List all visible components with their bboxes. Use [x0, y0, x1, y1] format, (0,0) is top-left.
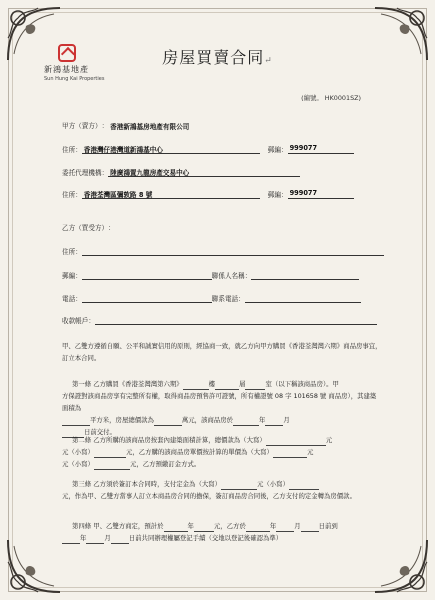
clause4-text-a: 第四條 甲、乙雙方商定，預計於	[72, 522, 164, 530]
clause2-unit-lower-field[interactable]	[94, 461, 130, 470]
party-b-label: 乙方（買受方）	[62, 224, 109, 232]
clause4-text-f: 日前到	[318, 522, 338, 530]
intro-text: 甲、乙雙方遵循自願、公平和誠實信用的原則，經協商一致，就乙方向甲方購買《香港荃灣灣六期》商品房事宜，訂立本合同。	[62, 342, 382, 362]
party-b-address-label: 住所	[62, 248, 76, 256]
party-a-address-label: 住所	[62, 146, 76, 154]
clause1-floor-field[interactable]	[215, 381, 239, 390]
contract-title	[0, 45, 435, 68]
clause1-text-e: 方保證對該商品房享有完整所有權，取得商品房預售許可證號，所有權證號 08 字 101658 號 商品房），其建築面積為	[62, 392, 377, 412]
party-a-postcode-label: 郵編	[267, 146, 281, 154]
party-b-postcode-label: 郵編	[62, 272, 76, 280]
clause3-deposit-upper-field[interactable]	[221, 481, 257, 490]
clause4-text-h: 月	[104, 534, 111, 542]
title-text: 房屋買賣合同	[162, 48, 265, 67]
party-b-phone-row: 電話 ： 聯系電話 ：	[62, 293, 361, 303]
party-b-contact-field[interactable]	[251, 270, 359, 280]
clause-4	[62, 520, 382, 544]
clause1-text-a: 第一條 乙方購買《香港荃灣灣第六期》	[72, 380, 183, 388]
clause3-text-a: 第三條 乙方須於簽訂本合同時，支付定金為（大寫）	[72, 480, 222, 488]
party-a-postcode-field[interactable]: 999077	[288, 144, 354, 154]
clause4-year2-field[interactable]	[246, 523, 270, 532]
clause4-month2-field[interactable]	[86, 535, 104, 544]
party-b-address-row: 住所 ：	[62, 246, 384, 256]
agent-label: 委托代理機構	[62, 169, 102, 177]
clause2-text-b: 元（小寫）	[62, 448, 94, 456]
clause1-text-i: 月	[283, 416, 290, 424]
clause4-text-i: 日前共同辦理權屬登記手續（交地以登記後確認為準）	[128, 534, 283, 542]
clause2-unit-upper-field[interactable]	[273, 449, 307, 458]
logo-en-text: Sun Hung Kai Properties	[44, 76, 105, 82]
clause1-text-h: 年	[259, 416, 266, 424]
agent-address-row: 住所 ： 香港荃灣區彌敦路 8 號 郵編 ： 999077	[62, 189, 354, 199]
party-b-account-row: 收款帳戶 ：	[62, 315, 377, 325]
party-b-address-field[interactable]	[82, 246, 384, 256]
clause4-day1-field[interactable]	[301, 523, 319, 532]
paragraph-mark: ↵	[264, 56, 273, 66]
clause1-building-field[interactable]	[183, 381, 209, 390]
clause4-text-d: 年	[269, 522, 277, 530]
clause4-year1-field[interactable]	[164, 523, 188, 532]
party-b-postcode-field[interactable]	[82, 270, 212, 280]
party-b-row: 乙方（買受方） ：	[62, 224, 115, 232]
clause1-area-field[interactable]	[62, 417, 90, 426]
clause2-text-e: 元，乙方預繳訂金方式。	[129, 460, 201, 468]
party-b-phone-label: 電話	[62, 295, 76, 303]
corner-ornament-icon	[371, 536, 431, 596]
clause1-month-field[interactable]	[265, 417, 283, 426]
party-b-contact-label: 聯係人名稱	[211, 272, 245, 280]
clause2-total-upper-field[interactable]	[266, 437, 326, 446]
agent-row: 委托代理機構 ： 陸廣鴻置九龍房產交易中心	[62, 167, 300, 177]
party-a-address-row: 住所 ： 香港灣仔港灣道新鴻基中心 郵編 ： 999077	[62, 144, 354, 154]
clause2-text-c: 元，乙方購的該商品房單價按計算的單價為（大寫）	[125, 448, 273, 456]
clause4-day2-field[interactable]	[111, 535, 129, 544]
party-b-phone-field[interactable]	[82, 293, 212, 303]
clause3-deposit-lower-field[interactable]	[289, 481, 319, 490]
logo-cn-text: 新鴻基地產	[44, 65, 89, 74]
agent-address-field[interactable]: 香港荃灣區彌敦路 8 號	[82, 189, 260, 199]
clause4-text-b: 年	[187, 522, 194, 530]
clause1-unit-field[interactable]	[245, 381, 265, 390]
clause2-total-lower-field[interactable]	[94, 449, 126, 458]
party-b-account-field[interactable]	[95, 315, 377, 325]
agent-field[interactable]: 陸廣鴻置九龍房產交易中心	[108, 167, 300, 177]
clause1-text-c: 層	[239, 380, 246, 388]
party-a-row: 甲方（賣方） ： 香港新鴻基房地產有限公司	[62, 120, 290, 130]
party-b-contact-phone-field[interactable]	[245, 293, 361, 303]
party-a-label: 甲方（賣方）	[62, 122, 102, 130]
clause4-text-c: 元，乙方於	[213, 522, 246, 530]
clause4-month1-field[interactable]	[276, 523, 294, 532]
clause1-year-field[interactable]	[233, 417, 259, 426]
agent-postcode-field[interactable]: 999077	[288, 189, 354, 199]
clause-3	[62, 478, 382, 502]
party-b-contact-phone-label: 聯系電話	[211, 295, 239, 303]
party-b-postcode-row: 郵編 ： 聯係人名稱 ：	[62, 270, 359, 280]
clause3-text-b: 元（小寫）	[257, 480, 289, 488]
party-a-name[interactable]: 香港新鴻基房地產有限公司	[110, 123, 190, 131]
agent-address-label: 住所	[62, 191, 76, 199]
agent-postcode-label: 郵編	[267, 191, 281, 199]
clause4-year3-field[interactable]	[62, 535, 80, 544]
clause1-price-field[interactable]	[154, 417, 182, 426]
clause1-text-f: 平方米，房屋總價款為	[90, 416, 154, 424]
corner-ornament-icon	[4, 536, 64, 596]
clause4-value-field[interactable]	[194, 523, 214, 532]
clause1-text-j: 日前交付。	[84, 428, 116, 436]
clause2-text-a: 第二條 乙方所購的該商品房按套內建築面積計算，總價款為（大寫）	[72, 436, 266, 444]
party-b-account-label: 收款帳戶	[62, 317, 89, 325]
clause4-text-g: 年	[80, 534, 87, 542]
clause1-text-b: 樓	[208, 380, 216, 388]
clause-2: 第二條 乙方所購的該商品房按套內建築面積計算，總價款為（大寫） 元 元（小寫） 元，乙方購的該商品房單價按計算的單價為（大寫） 元 元（小寫） 元，乙方預繳訂金方式。	[62, 436, 333, 468]
party-a-address-field[interactable]: 香港灣仔港灣道新鴻基中心	[82, 144, 260, 154]
contract-ref-number: (編號。 HK0001SZ)	[301, 94, 361, 102]
intro-paragraph	[62, 340, 382, 364]
clause1-text-g: 萬元，該商品房於	[181, 416, 234, 424]
clause1-text-d: 室（以下稱該商品房）。甲	[265, 380, 339, 388]
clause2-text-d: 元（小寫）	[62, 460, 94, 468]
clause-1	[62, 378, 382, 438]
clause3-text-c: 元，作為甲、乙雙方當事人訂立本商品房合同的擔保，簽訂商品房合同後，乙方支付的定金轉為房價款。	[62, 492, 356, 500]
clause4-text-e: 月	[294, 522, 301, 530]
